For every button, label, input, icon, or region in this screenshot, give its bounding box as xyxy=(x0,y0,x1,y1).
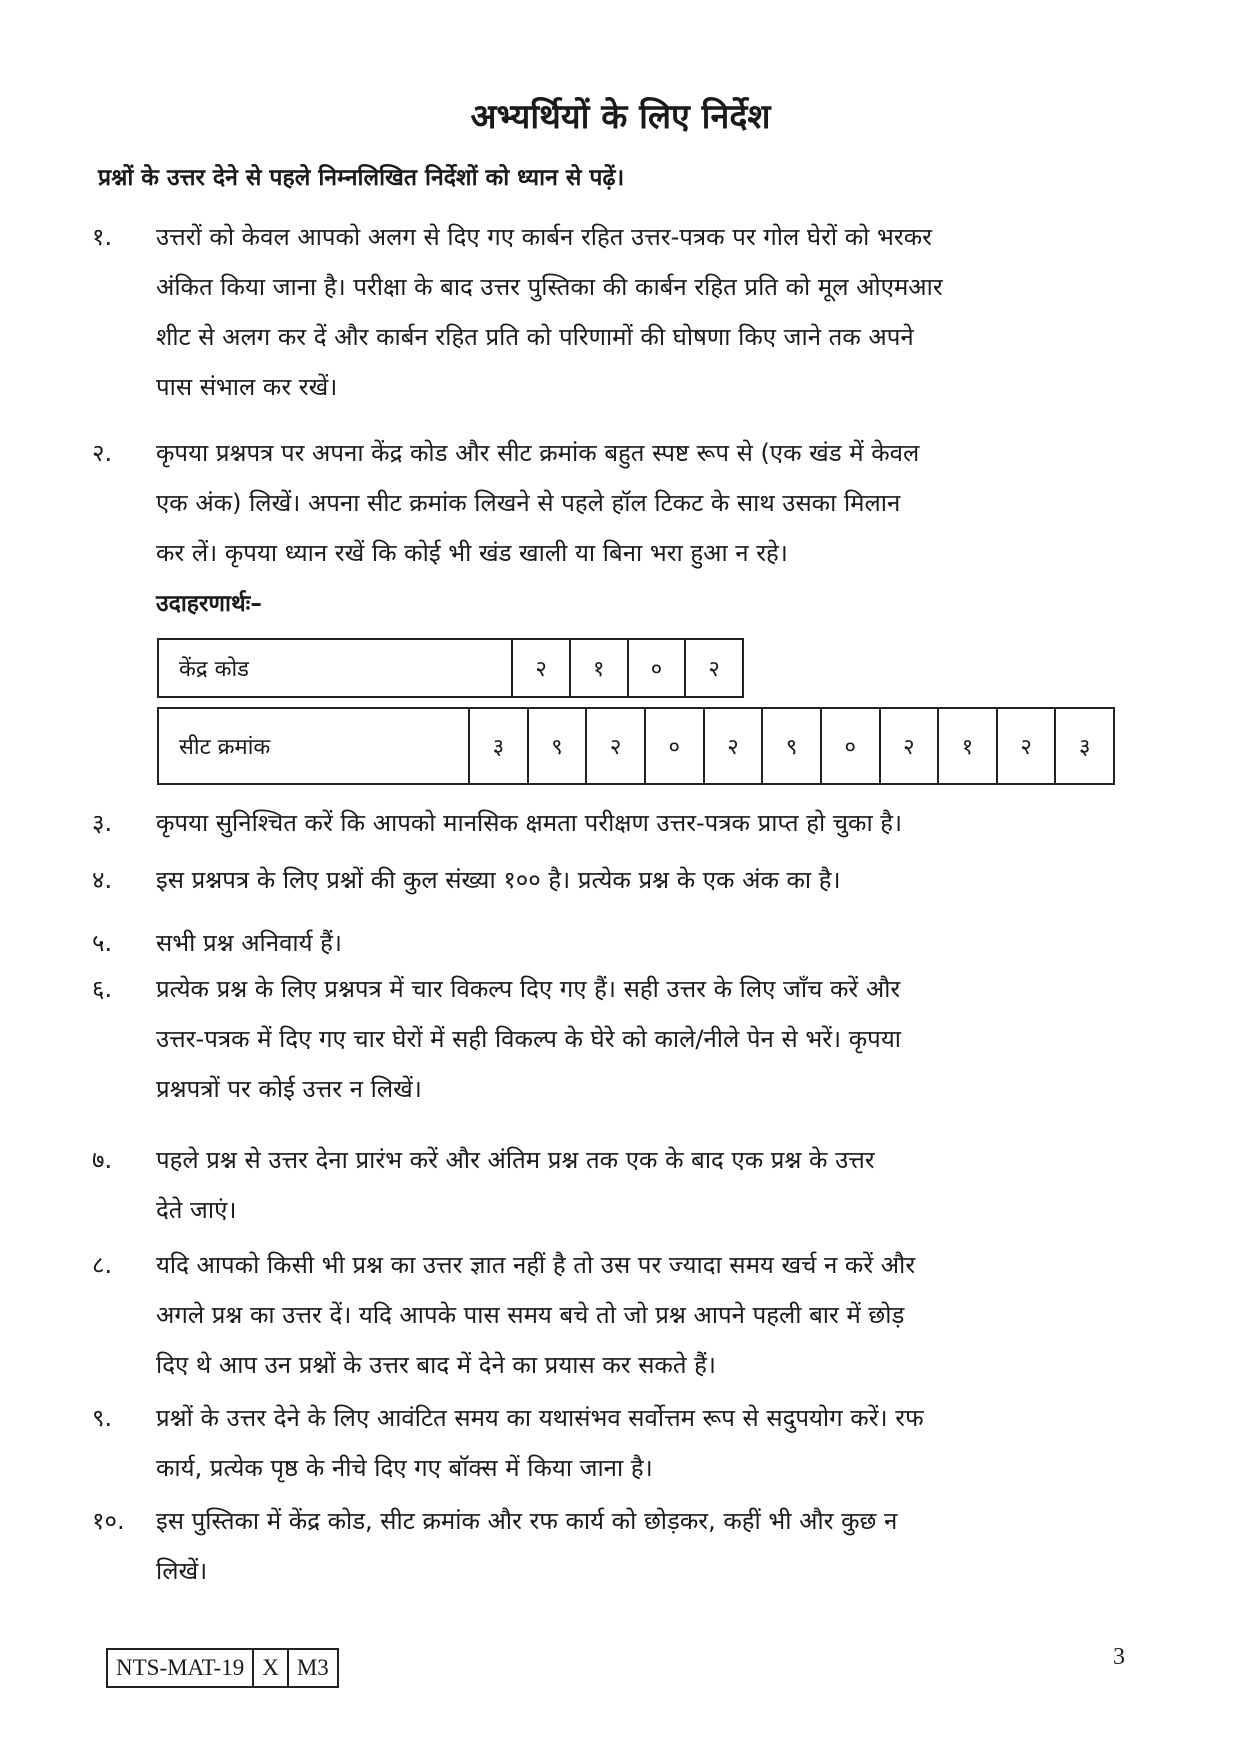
code-digit: ० xyxy=(627,640,685,696)
instruction-line: कर लें। कृपया ध्यान रखें कि कोई भी खंड खाली या बिना भरा हुआ न रहे। xyxy=(156,539,788,567)
instruction-number: ४. xyxy=(92,866,113,894)
seat-digit: १ xyxy=(937,709,996,783)
instruction-line: शीट से अलग कर दें और कार्बन रहित प्रति को परिणामों की घोषणा किए जाने तक अपने xyxy=(156,323,914,351)
intro-text: प्रश्नों के उत्तर देने से पहले निम्नलिखित निर्देशों को ध्यान से पढ़ें। xyxy=(98,165,625,191)
seat-digit: ० xyxy=(820,709,879,783)
instruction-line: प्रत्येक प्रश्न के लिए प्रश्नपत्र में चार विकल्प दिए गए हैं। सही उत्तर के लिए जाँच करें और xyxy=(156,975,901,1003)
instruction-line: दिए थे आप उन प्रश्नों के उत्तर बाद में देने का प्रयास कर सकते हैं। xyxy=(156,1351,716,1379)
instruction-line: यदि आपको किसी भी प्रश्न का उत्तर ज्ञात नहीं है तो उस पर ज्यादा समय खर्च न करें और xyxy=(156,1251,916,1279)
code-digit: २ xyxy=(511,640,569,696)
paper-code-box xyxy=(106,1648,339,1688)
instruction-line: प्रश्नों के उत्तर देने के लिए आवंटित समय का यथासंभव सर्वोत्तम रूप से सदुपयोग करें। रफ xyxy=(156,1404,924,1432)
instruction-line: कार्य, प्रत्येक पृष्ठ के नीचे दिए गए बॉक्स में किया जाना है। xyxy=(156,1454,653,1482)
instruction-number: ३. xyxy=(92,809,113,837)
paper-code: NTS-MAT-19 xyxy=(116,1655,245,1680)
seat-digit: २ xyxy=(996,709,1055,783)
instruction-number: ८. xyxy=(92,1251,113,1279)
center-code-box xyxy=(157,638,744,698)
instruction-number: ९. xyxy=(92,1404,113,1432)
instruction-line: पहले प्रश्न से उत्तर देना प्रारंभ करें और अंतिम प्रश्न तक एक के बाद एक प्रश्न के उत्तर xyxy=(156,1146,875,1174)
paper-set: X xyxy=(252,1650,287,1686)
instruction-line: सभी प्रश्न अनिवार्य हैं। xyxy=(156,929,343,957)
instruction-line: उत्तरों को केवल आपको अलग से दिए गए कार्बन रहित उत्तर-पत्रक पर गोल घेरों को भरकर xyxy=(156,223,932,251)
instruction-line: अगले प्रश्न का उत्तर दें। यदि आपके पास समय बचे तो जो प्रश्न आपने पहली बार में छोड़ xyxy=(156,1301,905,1329)
instruction-line: इस पुस्तिका में केंद्र कोड, सीट क्रमांक और रफ कार्य को छोड़कर, कहीं भी और कुछ न xyxy=(156,1507,898,1535)
seat-number-box xyxy=(157,707,1115,785)
page-title: अभ्यर्थियों के लिए निर्देश xyxy=(470,97,771,137)
instruction-line: लिखें। xyxy=(156,1557,208,1585)
seat-number-label: सीट क्रमांक xyxy=(179,735,271,760)
instruction-number: २. xyxy=(92,439,113,467)
instruction-number: ६. xyxy=(92,975,113,1003)
instruction-line: कृपया प्रश्नपत्र पर अपना केंद्र कोड और सीट क्रमांक बहुत स्पष्ट रूप से (एक खंड में केवल xyxy=(156,439,920,467)
code-digit: २ xyxy=(684,640,742,696)
code-digit: १ xyxy=(569,640,627,696)
instruction-line: अंकित किया जाना है। परीक्षा के बाद उत्तर पुस्तिका की कार्बन रहित प्रति को मूल ओएमआर xyxy=(156,273,943,301)
page-number: 3 xyxy=(1113,1644,1125,1670)
instruction-line: एक अंक) लिखें। अपना सीट क्रमांक लिखने से पहले हॉल टिकट के साथ उसका मिलान xyxy=(156,489,901,517)
instruction-line: इस प्रश्नपत्र के लिए प्रश्नों की कुल संख्या १०० है। प्रत्येक प्रश्न के एक अंक का है। xyxy=(156,866,841,894)
instruction-number: १०. xyxy=(92,1507,125,1535)
seat-digit: ० xyxy=(644,709,703,783)
center-code-label: केंद्र कोड xyxy=(179,657,249,682)
instruction-number: ५. xyxy=(92,929,113,957)
paper-version: M3 xyxy=(287,1650,337,1686)
seat-digit: ९ xyxy=(761,709,820,783)
example-label: उदाहरणार्थः– xyxy=(156,591,262,617)
seat-digit: ३ xyxy=(1054,709,1113,783)
instruction-number: ७. xyxy=(92,1146,113,1174)
seat-digit: २ xyxy=(585,709,644,783)
instruction-line: उत्तर-पत्रक में दिए गए चार घेरों में सही विकल्प के घेरे को काले/नीले पेन से भरें। कृपया xyxy=(156,1025,901,1053)
seat-digit: ३ xyxy=(468,709,527,783)
seat-digit: २ xyxy=(703,709,762,783)
seat-digit: २ xyxy=(879,709,938,783)
seat-digit: ९ xyxy=(527,709,586,783)
instruction-line: देते जाएं। xyxy=(156,1196,237,1224)
instruction-line: पास संभाल कर रखें। xyxy=(156,373,338,401)
instruction-line: प्रश्नपत्रों पर कोई उत्तर न लिखें। xyxy=(156,1075,422,1103)
instruction-number: १. xyxy=(92,223,113,251)
instruction-line: कृपया सुनिश्चित करें कि आपको मानसिक क्षमता परीक्षण उत्तर-पत्रक प्राप्त हो चुका है। xyxy=(156,809,903,837)
